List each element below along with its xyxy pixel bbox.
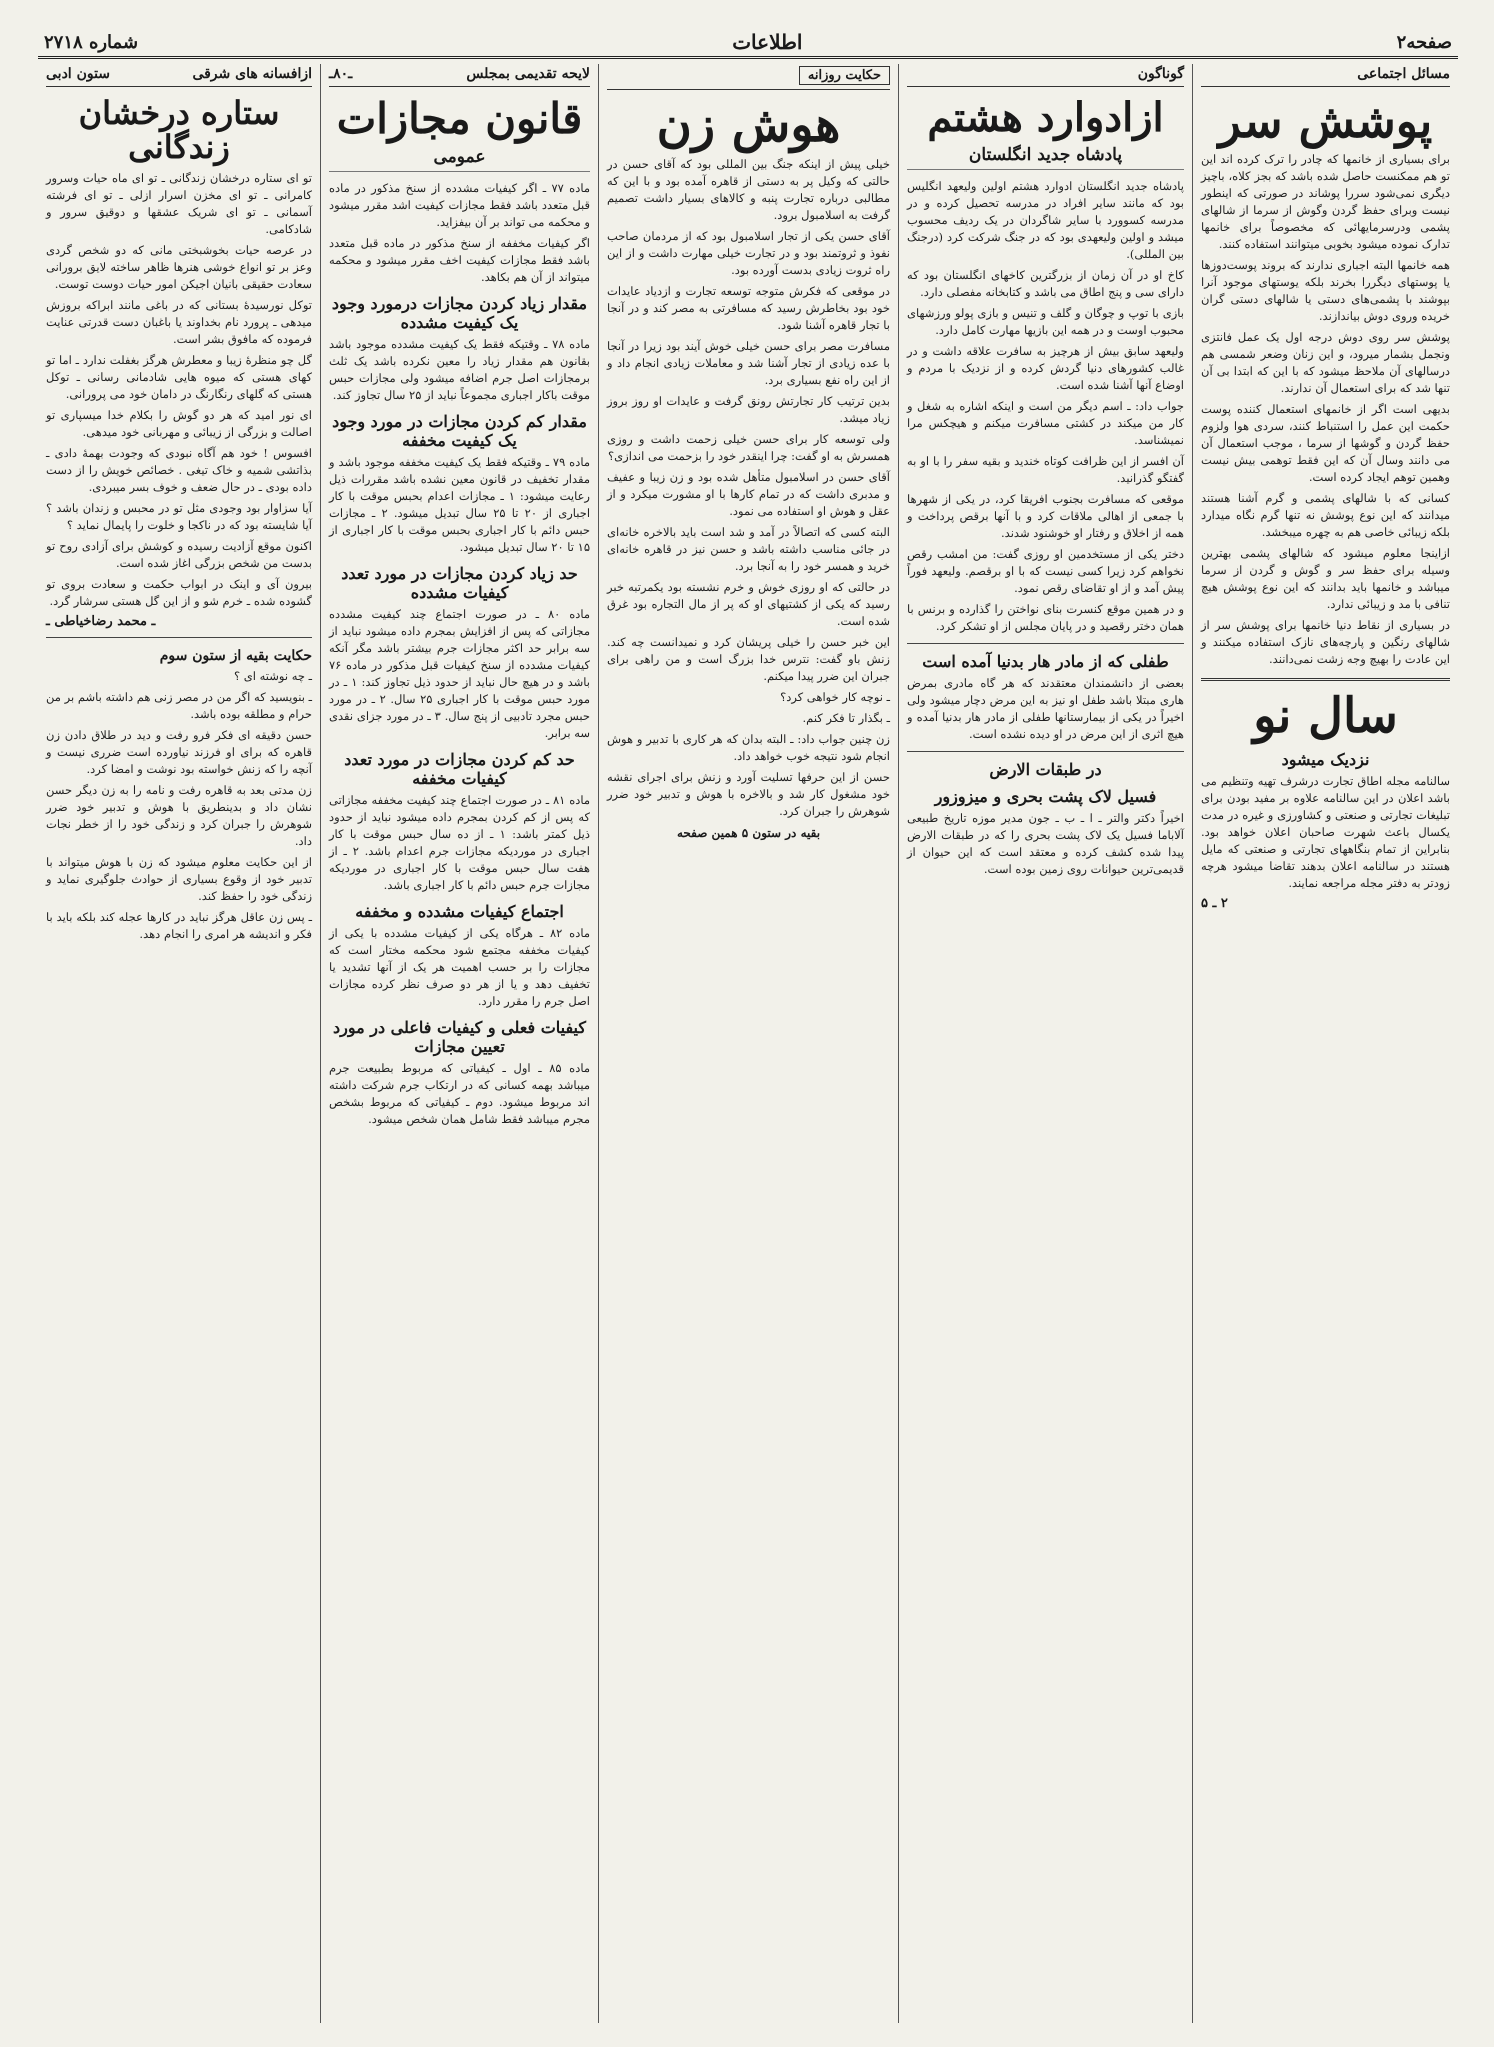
- paragraph: دختر یکی از مستخدمین او روزی گفت: من امشب رقص نخواهم کرد زیرا کسی نیست که با او برقصم. ولیعهد فوراً پیش آمد و از او تقاضای رقص نمود.: [907, 547, 1184, 595]
- paragraph: ازاینجا معلوم میشود که شالهای پشمی بهترین وسیله برای حفظ سر و گوش و گردن از سرما میباشد و خانمها باید بدانند که این نوع پوشش هیچ تنافی با مد و زیبائی ندارد.: [1201, 546, 1450, 612]
- paragraph: این خبر حسن را خیلی پریشان کرد و نمیدانست چه کند. زنش باو گفت: نترس خدا بزرگ است و من راهی برای جبران این ضرر پیدا میکنم.: [607, 635, 890, 684]
- column-literary: [38, 64, 320, 2023]
- paragraph: ماده ۷۹ ـ وقتیکه فقط یک کیفیت مخففه موجود باشد و مقدار تخفیف در قانون معین نشده باشد مقررات ذیل رعایت میشود: ۱ ـ مجازات اعدام بحبس موقت با کار اجباری از ۲۰ تا ۲۵ سال تبدیل میشود. ۲ ـ مجازات حبس دائم با کار اجباری بحبس موقت با کار اجباری از ۱۵ تا ۲۰ سال تبدیل میشود.: [329, 455, 591, 555]
- column-misc: [898, 64, 1192, 2023]
- paragraph: در حالتی که او روزی خوش و خرم نشسته بود یکمرتبه خبر رسید که یکی از کشتیهای او که پر از مال التجاره بود غرق شده است.: [607, 580, 890, 629]
- paragraph: آن افسر از این ظرافت کوتاه خندید و بقیه سفر را با او به گفتگو گذرانید.: [907, 454, 1184, 485]
- paragraph: بدیهی است اگر از خانمهای استعمال کننده پوست حکمت این عمل را استنباط کنند، سردی هوا ولزوم حفظ گردن و گوشها از سرما ، موجب استعمال آن می دانند وسال آن که این فقط توهمی بیش نیست وهمین توهم ایجاد کرده است.: [1201, 402, 1450, 485]
- paragraph: ـ بگذار تا فکر کنم.: [802, 711, 890, 726]
- paragraph: ای نور امید که هر دو گوش را بکلام خدا میسپاری تو اصالت و بزرگی از زیبائی و مهربانی خود میدهی.: [46, 408, 312, 440]
- paragraph: آیا سزاوار بود وجودی مثل تو در محبس و زندان باشد ؟ آیا شایسته بود که در ناکجا و خلوت را پایمال نماید ؟: [46, 501, 312, 533]
- subtitle-general: عمومی: [329, 147, 590, 172]
- paragraph: حسن از این حرفها تسلیت آورد و زنش برای اجرای نقشه خود مشغول کار شد و بالاخره با هوش و تدبیر خود ضرر شوهرش را جبران کرد.: [607, 770, 890, 819]
- section-title: در طبقات الارض: [989, 760, 1102, 779]
- column-rubric: گوناگون: [907, 64, 1184, 87]
- paragraph: ماده ۷۷ ـ اگر کیفیات مشدده از سنخ مذکور در ماده قبل متعدد باشد فقط مجازات کیفیت اشد مقرر میشود و محکمه می تواند بر آن بیفزاید.: [329, 181, 590, 230]
- paragraph: پادشاه جدید انگلستان ادوارد هشتم اولین ولیعهد انگلیس بود که مانند سایر افراد در مدرسه تحصیل کرده و در مدرسه کسوورد با سایر شاگردان در یک ردیف محسوب میشد و اولین ولیعهدی بود که در جنگ شرکت کرد (درجنگ بین المللی).: [907, 179, 1184, 261]
- paragraph: ماده ۷۸ ـ وقتیکه فقط یک کیفیت مشدده موجود باشد بقانون هم مقدار زیاد را معین نکرده باشد یک ثلث برمجازات اصل جرم اضافه میشود ولی مجازات حبس موقت باکار اجباری مجموعاً نباید از ۲۵ سال تجاوز کند.: [329, 337, 590, 403]
- paragraph: ولیعهد سابق بیش از هرچیز به سافرت علاقه داشت و در غالب کشورهای دنیا گردش کرده و از نزدیک با مردم و اوضاع آنها آشنا شده است.: [907, 344, 1184, 392]
- paragraph: افسوس ! خود هم آگاه نبودی که وجودت بهمهٔ دادی ـ بذاتشی شمیه و خاک تیغی . خصائص خویش را از دست داده بودی ـ در حال ضعف و خوف بسر میبردی.: [46, 446, 312, 495]
- paragraph: جواب داد: ـ اسم دیگر من است و اینکه اشاره به شغل و کار من میکند در کشتی مسافرت میکنم و هیچکس مرا نمیشناسد.: [907, 399, 1184, 447]
- paragraph: ماده ۸۱ ـ در صورت اجتماع چند کیفیت مخففه مجازاتی که پس از کم کردن بمجرم داده میشود نباید از حدود ذیل کمتر باشد: ۱ ـ از ده سال حبس موقت با کار اجباری در موردیکه مجازات جرم اعدام باشد. ۲ ـ از هفت سال حبس موقت با کار اجباری در موردیکه مجازات جرم حبس دائم با کار اجباری باشد.: [329, 793, 591, 893]
- paragraph: اکنون موقع آزادیت رسیده و کوشش برای آزادی روح تو بدست من شخص بزرگی اغاز شده است.: [46, 539, 312, 571]
- section-title: اجتماع کیفیات مشدده و مخففه: [355, 902, 564, 922]
- paragraph: گل چو منظرهٔ زیبا و معطرش هرگز بغفلت ندارد ـ اما تو کهای هستی که میوه هایی شادمانی رسانی ـ توکل هستی که گلهای رنگارنگ در دامان خود می پرورانی.: [46, 353, 312, 402]
- paragraph: در بسیاری از نقاط دنیا خانمها برای پوشش سر از شالهای رنگین و پارچه‌های نازک استفاده میکنند و این عادت را بهیچ وجه زشت نمی‌دانند.: [1201, 618, 1450, 667]
- paragraph: در موقعی که فکرش متوجه توسعه تجارت و ازدیاد عایدات خود بود بخاطرش رسید که مسافرتی به مصر کند و در آنجا با تجار قاهره آشنا شود.: [607, 284, 890, 333]
- newspaper-page: [38, 28, 1458, 2023]
- divider: [907, 751, 1184, 752]
- paper-name: اطلاعات: [732, 30, 803, 54]
- paragraph: کسانی که با شالهای پشمی و گرم آشنا هستند میدانند که این نوع پوشش نه تنها گرم نگاه میدارد بلکه زیبائی خاصی هم به چهره میبخشد.: [1201, 491, 1450, 540]
- continuation-rubric: حکایت بقیه از ستون سوم: [159, 648, 312, 665]
- divider: [907, 643, 1184, 644]
- paragraph: بدین ترتیب کار تجارتش رونق گرفت و عایدات او روز بروز زیاد میشد.: [607, 394, 890, 426]
- paragraph: اخیراً دکتر والتر ـ ا ـ ب ـ جون مدیر موزه تاریخ طبیعی آلاباما فسیل یک لاک پشت بحری را که در طبقات الارض پیدا شده کشف کرده و معتقد است که این حیوان از قدیمی‌ترین حیوانات روی زمین بوده است.: [907, 811, 1184, 876]
- paragraph: بیرون آی و اینک در ابواب حکمت و سعادت بروی تو گشوده شده ـ خرم شو و از این گل هستی سرشار گرد.: [46, 577, 312, 609]
- section-title: مقدار زیاد کردن مجازات درمورد وجود یک کیفیت مشدده: [331, 294, 588, 333]
- divider: [46, 637, 312, 638]
- headline-penal-code: قانون مجازات: [336, 94, 583, 143]
- continued-note: بقیه در ستون ۵ همین صفحه: [676, 826, 821, 841]
- headline-edward: ازادوارد هشتم: [927, 94, 1164, 141]
- ad-footer: ۲ ـ ۵: [1201, 895, 1228, 911]
- paragraph: از این حکایت معلوم میشود که زن با هوش میتواند با تدبیر خود از وقوع بسیاری از حوادث جلوگیری نماید و زندگی خود را حفظ کند.: [46, 855, 312, 904]
- paragraph: زن مدتی بعد به قاهره رفت و نامه را به زن دیگر حسن نشان داد و بدینطریق با هوش و تدبیر خود ضرر شوهرش را جبران کرد و زندگی خود را از خطر نجات داد.: [46, 783, 312, 849]
- headline-woman-wit: هوش زن: [656, 97, 841, 153]
- paragraph: ـ نوچه کار خواهی کرد؟: [780, 690, 890, 705]
- paragraph: بازی با توپ و چوگان و گلف و تنیس و بازی پولو ورزشهای محبوب اوست و در همه این بازیها مهارت کامل دارد.: [907, 306, 1184, 337]
- column-law: [320, 64, 598, 2023]
- divider: [1201, 678, 1450, 681]
- paragraph: در عرصه حیات بخوشبختی مانی که دو شخص گردی وعز بر تو انواع خوشی هنرها ظاهر ساخته لایق برورانی سعادت حقیقی بانیان اجیکن امور حیات دوست توست.: [46, 243, 312, 292]
- paragraph: پوشش سر روی دوش درجه اول یک عمل فانتزی ونجمل بشمار میرود، و این زنان وضعر شمسی هم درسالهای آن ملاحظ میشود که با این که ابتدا بی آن تنها شد که برای استعمال آن ندارند.: [1201, 330, 1450, 396]
- column-rubric: مسائل اجتماعی: [1201, 64, 1450, 87]
- section-subtitle: فسیل لاک پشت بحری و میزوزور: [934, 787, 1157, 806]
- paragraph: ماده ۸۰ ـ در صورت اجتماع چند کیفیت مشدده مجازاتی که پس از افزایش بمجرم داده میشود نباید از سه برابر حد اکثر مجازات جرم بیشتر باشد مگر آنکه کیفیات مشدده از سنخ کیفیات قبل مذکور در ماده ۷۶ باشد و در هیچ حال نباید از حدود ذیل تجاوز کند: ۱ ـ در مورد حبس موقت با کار اجباری ۲۵ سال. ۲ ـ در مورد حبس مجرد تادبیی از پنج سال. ۳ ـ در مورد جزای نقدی سه برابر.: [329, 607, 591, 741]
- headline-new-year: سال نو: [1253, 688, 1398, 745]
- headline-shining-star: ستاره درخشان زندگانی: [78, 94, 280, 166]
- column-rubric: ازافسانه های شرقی ستون ادبی: [46, 64, 312, 87]
- column-social: [1192, 64, 1458, 2023]
- section-title: حد زیاد کردن مجازات در مورد تعدد کیفیات مشدده: [341, 564, 578, 603]
- section-title: مقدار کم کردن مجازات در مورد وجود یک کیفیت مخففه: [332, 412, 587, 451]
- section-title: حد کم کردن مجازات در مورد تعدد کیفیات مخففه: [344, 750, 575, 789]
- paragraph: توکل نورسیدهٔ بستانی که در باغی مانند ابراکه بروزش میدهی ـ پرورد نام بخداوند یا باغبان دست قدرتی عنایت فرموده که مافوق بشر است.: [46, 298, 312, 347]
- paragraph: ماده ۸۵ ـ اول ـ کیفیاتی که مربوط بطبیعت جرم میباشد بهمه کسانی که در ارتکاب جرم شرکت داشته اند مربوط میشود. دوم ـ کیفیاتی که مربوط بشخص مجرم میباشد فقط شامل همان شخص میشود.: [329, 1061, 590, 1127]
- paragraph: ـ پس زن عاقل هرگز نباید در کارها عجله کند بلکه باید با فکر و اندیشه هر امری را انجام دهد.: [46, 910, 312, 942]
- column-story: [598, 64, 898, 2023]
- paragraph: تو ای ستاره درخشان زندگانی ـ تو ای ماه حیات وسرور کامرانی ـ تو ای مخزن اسرار ازلی ـ تو ای فرشته آسمانی ـ تو ای شریک عشقها و دوقیق سرور و شادکامی.: [46, 171, 312, 237]
- paragraph: آقای حسن در اسلامبول متأهل شده بود و زن زیبا و عفیف و مدبری داشت که در تمام کارها با او مشورت میکرد و از عقل و هوش او استفاده می نمود.: [607, 470, 890, 519]
- paragraph: زن چنین جواب داد: ـ البته بدان که هر کاری با تدبیر و هوش انجام شود نتیجه خوب خواهد داد.: [607, 732, 890, 764]
- paragraph: البته کسی که اتصالاً در آمد و شد است باید بالاخره خانه‌ای در جائی مناسب داشته باشد و حسن نیز در قاهره خانه‌ای خرید و همسر خود را به آنجا برد.: [607, 525, 890, 574]
- section-title: طفلی که از مادر هار بدنیا آمده است: [922, 652, 1169, 671]
- paragraph: سالنامه مجله اطاق تجارت درشرف تهیه وتنظیم می باشد اعلان در این سالنامه علاوه بر مفید بودن برای تبلیغات تجارتی و صنعتی و کشاورزی و غیره در مدت یکسال باعث شهرت صاحبان اعلان خواهد بود. بنابراین از تمام بنگاههای تجارتی و صنعتی که مایل هستند در سالنامه اعلان بدهند تقاضا میشود هرچه زودتر به دفتر مجله مراجعه نمایند.: [1201, 773, 1450, 890]
- paragraph: ـ چه نوشته ای ؟: [234, 669, 312, 684]
- author-signature: ـ محمد رضاخیاطی ـ: [46, 614, 156, 630]
- paragraph: کاخ او در آن زمان از بزرگترین کاخهای انگلستان بود که دارای سی و پنج اطاق می باشد و کتابخانه مفصلی دارد.: [907, 268, 1184, 299]
- masthead: [38, 28, 1458, 59]
- page-number: صفحه۲: [1396, 31, 1452, 53]
- paragraph: مسافرت مصر برای حسن خیلی خوش آیند بود زیرا در آنجا با عده زیادی از تجار آشنا شد و معاملات زیادی انجام داد و از این راه نفع بسیاری برد.: [607, 339, 890, 388]
- paragraph: موقعی که مسافرت بجنوب افریقا کرد، در یکی از شهرها با جمعی از اهالی ملاقات کرد و با آنها برقص پرداخت و همه از اخلاق و رفتار او خوشنود شدند.: [907, 492, 1184, 540]
- new-year-subtitle: نزدیک میشود: [1281, 749, 1370, 769]
- paragraph: خیلی پیش از اینکه جنگ بین المللی بود که آقای حسن در حالتی که وکیل پر به دستی از قاهره آمده بود و با این که مطالبی درباره تجارت پنبه و کالاهای بسیار داشت تصمیم گرفت به اسلامبول برود.: [607, 157, 890, 223]
- headline-head-covering: پوشش سر: [1218, 94, 1433, 148]
- paragraph: همه خانمها البته اجباری ندارند که بروند پوست‌دوزها یا پوستهای دیگررا بخرند بلکه یوستهای موجود آنرا بپوشند با پشمی‌های دستی یا شالهای دستی گران خریده وروی دوش بیاندازند.: [1201, 258, 1450, 324]
- paragraph: حسن دقیقه ای فکر فرو رفت و دید در طلاق دادن زن قاهره که برای او فرزند نیاورده است ضرری نیست و آنچه را که زنش خواسته بود نوشت و امضا کرد.: [46, 728, 312, 777]
- paragraph: و در همین موقع کنسرت بنای نواختن را گذارده و برنس با همان دختر رقصید و در پایان مجلس از او تشکر کرد.: [907, 602, 1184, 633]
- paragraph: ماده ۸۲ ـ هرگاه یکی از کیفیات مشدده با یکی از کیفیات مخففه مجتمع شود محکمه مختار است که مجازات را بر حسب اهمیت هر یک از آنها تشدید یا تخفیف دهد و یا از هر دو صرف نظر کرده مجازات اصل جرم را مقرر دارد.: [329, 926, 590, 1009]
- paragraph: برای بسیاری از خانمها که چادر را ترک کرده اند این تو هم ممکنست حاصل شده باشد که بجز کلاه، باچیز دیگری نمی‌شود سررا پوشاند در صورتی که اینطور نیست وبرای حفظ گردن وگوش از سرما از شالهای پشمی ودرسرمایهائی که مخصوصاً برای خانمها تدارک نموده میشود بخوبی میتوانند استفاده کنند.: [1201, 152, 1450, 252]
- paragraph: ـ بنویسید که اگر من در مصر زنی هم داشته باشم بر من حرام و مطلقه بوده باشد.: [46, 690, 312, 722]
- subtitle-king: پادشاه جدید انگلستان: [907, 145, 1184, 170]
- column-rubric: لایحه تقدیمی بمجلس ـ۸۰ـ: [329, 64, 590, 87]
- section-title: کیفیات فعلی و کیفیات فاعلی در مورد تعیین مجازات: [333, 1018, 586, 1057]
- column-rubric: حکایت روزانه: [607, 64, 890, 90]
- paragraph: آقای حسن یکی از تجار اسلامبول بود که از مردمان صاحب نفوذ و ثروتمند بود و در تجارت خیلی مهارت داشت و از این راه ثروت زیادی بدست آورده بود.: [607, 229, 890, 278]
- paragraph: اگر کیفیات مخففه از سنخ مذکور در ماده قبل متعدد باشد فقط مجازات کیفیت اخف مقرر میشود و محکمه میتواند از آن هم بکاهد.: [329, 236, 590, 285]
- paragraph: ولی توسعه کار برای حسن خیلی زحمت داشت و روزی همسرش به او گفت: چرا اینقدر خود را بزحمت می اندازی؟: [607, 432, 890, 464]
- paragraph: بعضی از دانشمندان معتقدند که هر گاه مادری بمرض هاری مبتلا باشد طفل او نیز به این مرض دچار میشود ولی اخیراً در یکی از بیمارستانها طفلی از مادر هار بدنیا آمده و هیچ اثری از این مرض در او دیده نشده است.: [907, 676, 1184, 741]
- issue-number: شماره ۲۷۱۸: [44, 31, 139, 53]
